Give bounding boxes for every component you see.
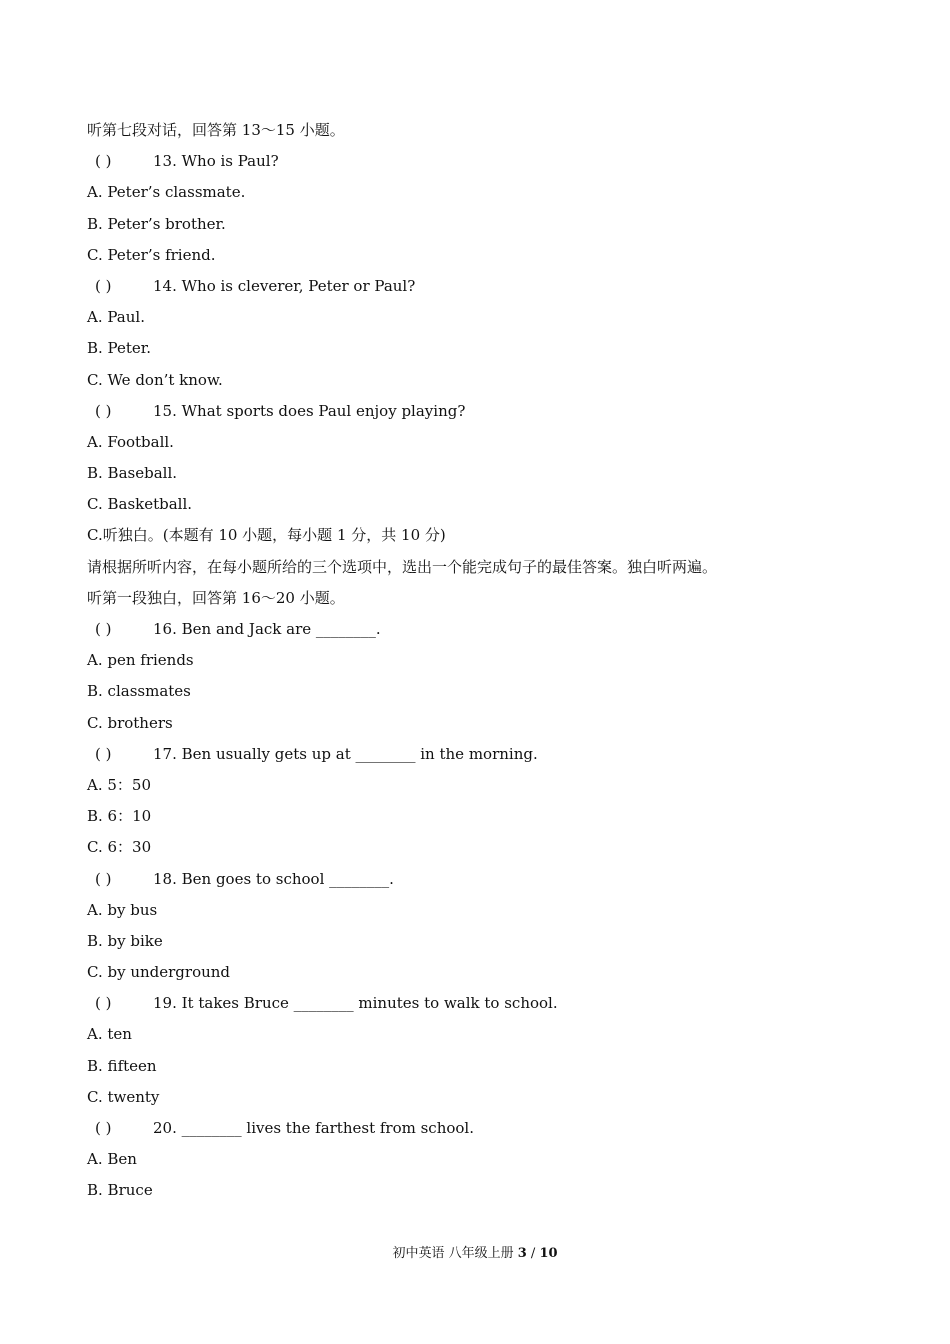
- question-text: 15. What sports does Paul enjoy playing?: [153, 401, 466, 420]
- answer-blank-parentheses: ( ): [95, 152, 112, 171]
- answer-blank-parentheses: ( ): [95, 1119, 112, 1137]
- answer-option: C. twenty: [87, 1087, 160, 1106]
- question-text: 13. Who is Paul?: [153, 152, 279, 171]
- document-body: [87, 115, 877, 1207]
- answer-option: C. by underground: [87, 963, 231, 982]
- question-text: 16. Ben and Jack are ________.: [153, 620, 381, 638]
- answer-option: A. Peter’s classmate.: [87, 183, 246, 202]
- answer-blank-parentheses: ( ): [95, 401, 112, 420]
- question-line: [87, 396, 877, 427]
- instruction-text: 听第一段独白，回答第 16～20 小题。: [87, 588, 345, 607]
- instruction-text: 请根据所听内容，在每小题所给的三个选项中，选出一个能完成句子的最佳答案。独白听两遍。: [87, 557, 718, 576]
- question-text: 19. It takes Bruce ________ minutes to walk to school.: [153, 994, 558, 1013]
- instruction-text: 听第七段对话，回答第 13～15 小题。: [87, 121, 345, 139]
- answer-option: A. Ben: [87, 1150, 137, 1169]
- answer-option: B. Bruce: [87, 1181, 153, 1200]
- instruction-text: C.听独白。(本题有 10 小题，每小题 1 分，共 10 分): [87, 526, 446, 545]
- answer-blank-parentheses: ( ): [95, 620, 112, 638]
- question-text: 20. ________ lives the farthest from school.: [153, 1119, 474, 1137]
- answer-option: A. by bus: [87, 900, 158, 919]
- answer-option: A. Paul.: [87, 308, 145, 327]
- footer-page-total: 10: [539, 1246, 558, 1261]
- question-line: [87, 271, 877, 302]
- answer-option: B. Baseball.: [87, 464, 178, 483]
- answer-option: C. Peter’s friend.: [87, 245, 216, 264]
- question-text: 14. Who is cleverer, Peter or Paul?: [153, 276, 416, 295]
- question-text: 17. Ben usually gets up at ________ in the morning.: [153, 744, 538, 763]
- answer-option: C. Basketball.: [87, 495, 193, 514]
- question-line: [87, 739, 877, 770]
- answer-blank-parentheses: ( ): [95, 994, 112, 1013]
- answer-option: C. brothers: [87, 713, 173, 732]
- answer-option: C. We don’t know.: [87, 370, 223, 389]
- question-line: [87, 614, 877, 645]
- answer-blank-parentheses: ( ): [95, 869, 112, 888]
- question-line: [87, 988, 877, 1019]
- footer-page-number: 3: [517, 1246, 527, 1261]
- page-footer: [0, 1244, 950, 1264]
- answer-option: B. Peter’s brother.: [87, 214, 226, 233]
- answer-option: A. pen friends: [87, 651, 194, 670]
- footer-label: 初中英语 八年级上册: [392, 1246, 514, 1261]
- answer-option: A. Football.: [87, 432, 174, 451]
- question-line: [87, 146, 877, 177]
- footer-separator: /: [530, 1246, 536, 1261]
- answer-option: B. fifteen: [87, 1056, 157, 1075]
- answer-blank-parentheses: ( ): [95, 276, 112, 295]
- answer-option: C. 6：30: [87, 838, 152, 857]
- answer-option: B. classmates: [87, 682, 191, 701]
- answer-option: B. 6：10: [87, 807, 152, 826]
- answer-option: A. ten: [87, 1025, 132, 1044]
- answer-option: B. by bike: [87, 931, 163, 950]
- question-line: [87, 1113, 877, 1144]
- answer-option: A. 5：50: [87, 775, 151, 794]
- question-text: 18. Ben goes to school ________.: [153, 869, 394, 888]
- answer-blank-parentheses: ( ): [95, 744, 112, 763]
- question-line: [87, 864, 877, 895]
- answer-option: B. Peter.: [87, 339, 152, 358]
